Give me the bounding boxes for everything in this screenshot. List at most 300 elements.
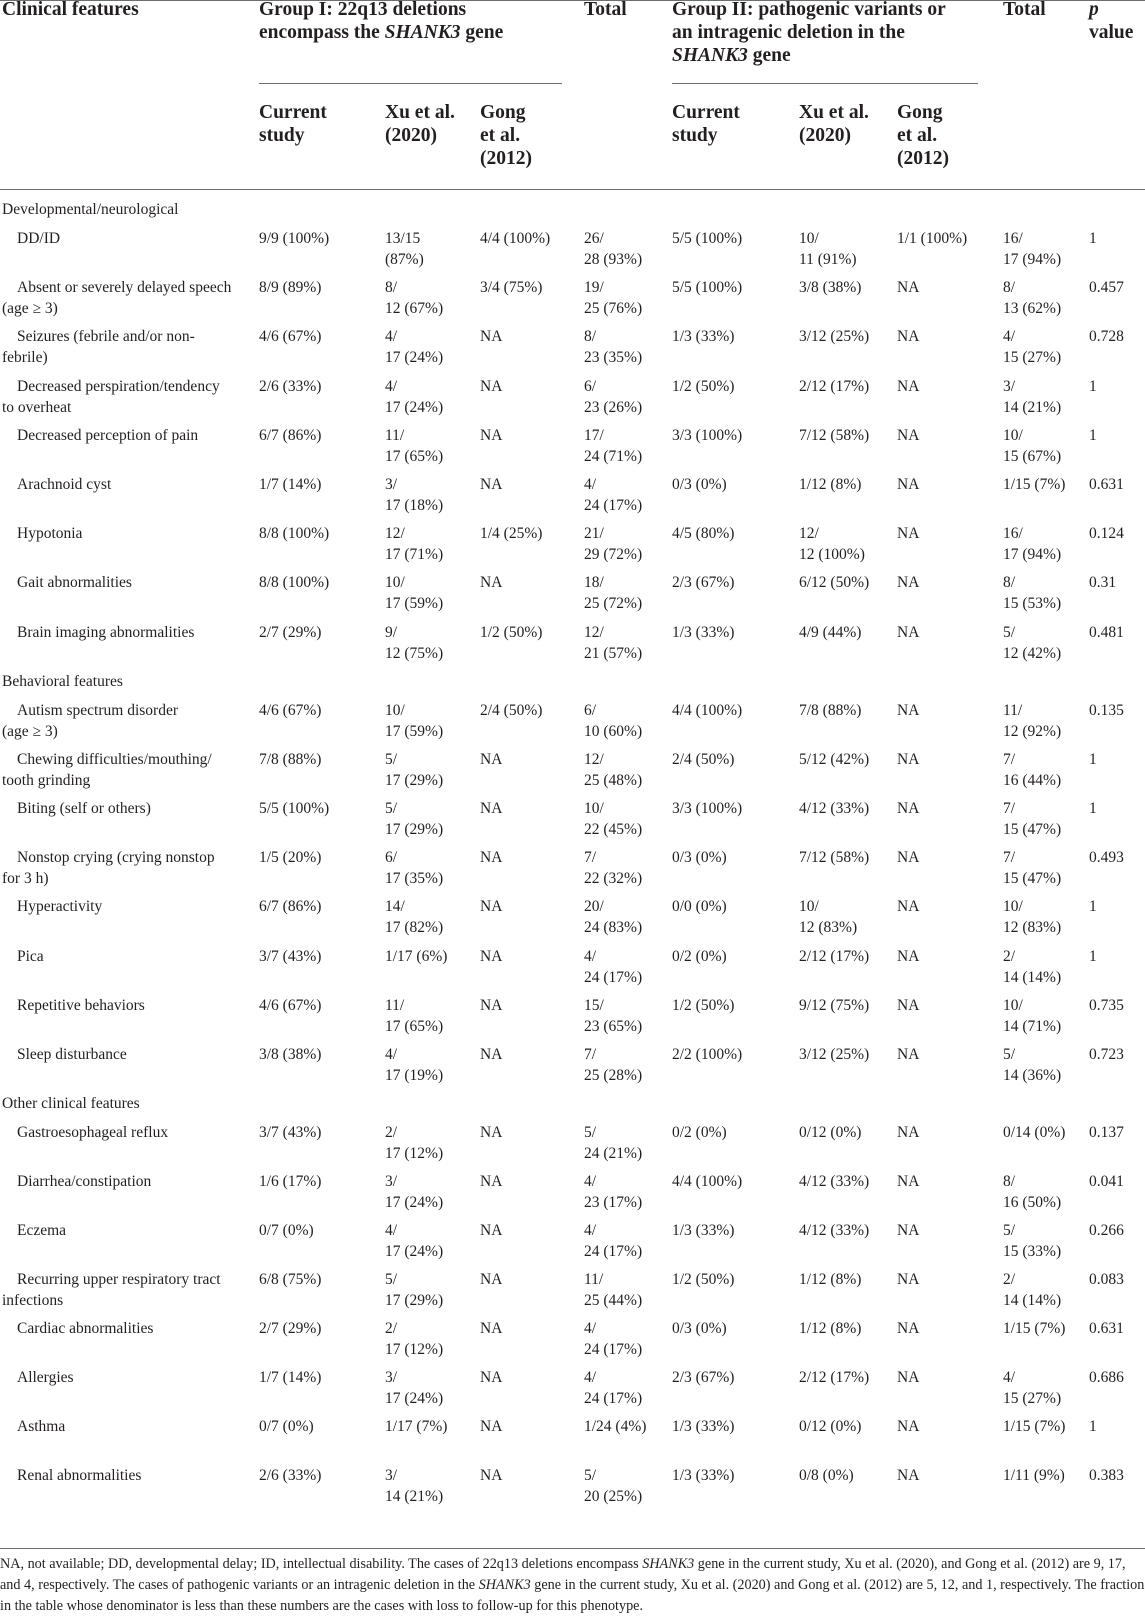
cell-line: Decreased perspiration/tendency	[17, 377, 220, 395]
cell-line: for 3 h)	[2, 870, 49, 888]
cell-feature	[17, 1416, 245, 1437]
cell-line: 25 (28%)	[584, 1066, 643, 1084]
cell-line: NA	[897, 426, 920, 444]
cell-p	[1089, 622, 1145, 643]
cell-line: 1/2 (50%)	[480, 623, 543, 641]
sub-xu-1-a: Xu et al.	[385, 102, 455, 123]
cell-line: 1/3 (33%)	[672, 328, 735, 346]
cell-tot2	[1003, 1367, 1083, 1409]
cell-line: 3/	[385, 1173, 398, 1190]
cell-p	[1089, 847, 1145, 868]
cell-tot2	[1003, 474, 1083, 495]
sub-gong-2-b: et al.	[897, 125, 938, 146]
cell-line: 4/	[1003, 1369, 1016, 1386]
cell-line: 0/2 (0%)	[672, 947, 727, 965]
cell-line: 1/17 (7%)	[385, 1418, 448, 1435]
cell-line: 0.481	[1089, 623, 1124, 641]
cell-line: 6/	[584, 702, 597, 719]
cell-tot1	[584, 1318, 664, 1360]
sub-gong-2-a: Gong	[897, 102, 943, 123]
cell-line: 17 (19%)	[385, 1066, 444, 1084]
cell-line: 1/15 (7%)	[1003, 1418, 1066, 1435]
cell-line: 3/7 (43%)	[259, 947, 322, 965]
cell-gong2	[897, 622, 987, 643]
cell-line: 14/	[385, 898, 405, 916]
cell-line: 0/3 (0%)	[672, 1320, 727, 1337]
cell-feature	[17, 946, 245, 967]
cell-line: tooth grinding	[2, 772, 91, 790]
cell-line: NA	[897, 751, 920, 769]
cell-line: NA	[480, 1467, 503, 1484]
cell-xu1	[385, 523, 470, 565]
cell-tot2	[1003, 1269, 1083, 1311]
cell-gong1	[480, 1465, 570, 1486]
cell-gong1	[480, 277, 570, 298]
cell-line: 8/	[1003, 279, 1016, 297]
cell-line: 2/3 (67%)	[672, 1369, 735, 1386]
cell-xu2	[799, 700, 889, 721]
cell-line: (age ≥ 3)	[2, 300, 58, 318]
cell-tot1	[584, 700, 664, 742]
cell-line: 2/	[1003, 947, 1016, 965]
cell-line: Eczema	[17, 1222, 67, 1239]
cell-line: 12 (100%)	[799, 546, 865, 564]
cell-xu1	[385, 1044, 470, 1086]
cell-p	[1089, 326, 1145, 347]
cell-line: 2/7 (29%)	[259, 1320, 322, 1337]
cell-line: NA	[480, 426, 503, 444]
cell-line: 7/	[584, 849, 597, 867]
cell-tot2	[1003, 995, 1083, 1037]
cell-line: 17 (18%)	[385, 497, 444, 514]
cell-line: 5/	[1003, 623, 1016, 641]
cell-line: 25 (44%)	[584, 1292, 643, 1309]
cell-cur2	[672, 1465, 782, 1486]
cell-line: 0.083	[1089, 1271, 1124, 1288]
cell-line: 6/12 (50%)	[799, 574, 870, 592]
cell-line: 0.31	[1089, 574, 1117, 592]
cell-line: Recurring upper respiratory tract	[17, 1271, 221, 1288]
cell-gong1	[480, 1220, 570, 1241]
cell-cur1	[259, 1044, 369, 1065]
cell-xu2	[799, 1416, 889, 1437]
cell-xu1	[385, 847, 470, 889]
cell-line: 1/2 (50%)	[672, 1271, 735, 1288]
header-p-italic: p	[1089, 0, 1099, 20]
cell-feature	[2, 326, 245, 368]
cell-cur2	[672, 1171, 782, 1192]
sub-gong-2	[897, 101, 949, 170]
cell-line: 10/	[385, 702, 405, 719]
cell-tot2	[1003, 946, 1083, 988]
cell-xu1	[385, 1171, 470, 1213]
cell-tot2	[1003, 523, 1083, 565]
cell-line: Diarrhea/constipation	[17, 1173, 152, 1190]
cell-tot2	[1003, 326, 1083, 368]
footnote-top-rule	[0, 1548, 1145, 1549]
cell-line: Hypotonia	[17, 525, 83, 543]
cell-cur1	[259, 798, 369, 819]
cell-line: 4/	[385, 377, 398, 395]
cell-feature	[17, 896, 245, 917]
cell-xu2	[799, 326, 889, 347]
cell-tot1	[584, 1044, 664, 1086]
cell-cur1	[259, 1318, 369, 1339]
sub-gong-1-c: (2012)	[480, 148, 532, 169]
cell-xu2	[799, 1318, 889, 1339]
sub-current-2-a: Current	[672, 102, 740, 123]
cell-p	[1089, 1465, 1145, 1486]
cell-line: 0/0 (0%)	[672, 898, 727, 916]
cell-line: 0/12 (0%)	[799, 1124, 862, 1141]
cell-line: 24 (17%)	[584, 968, 643, 986]
cell-tot1	[584, 847, 664, 889]
cell-line: 13/15	[385, 230, 421, 247]
cell-cur1	[259, 572, 369, 593]
cell-p	[1089, 1220, 1145, 1241]
cell-line: NA	[897, 1045, 920, 1063]
cell-tot2	[1003, 1171, 1083, 1213]
cell-gong1	[480, 1044, 570, 1065]
cell-p	[1089, 228, 1145, 249]
cell-cur1	[259, 1122, 369, 1143]
cell-line: 5/12 (42%)	[799, 751, 870, 769]
header-group1-title	[259, 0, 559, 44]
sub-current-2	[672, 101, 740, 147]
cell-xu2	[799, 946, 889, 967]
cell-line: 16/	[1003, 525, 1023, 543]
cell-line: NA	[480, 1271, 503, 1288]
cell-cur2	[672, 523, 782, 544]
cell-line: NA	[897, 898, 920, 916]
cell-line: 1/1 (100%)	[897, 230, 968, 247]
cell-line: 2/12 (17%)	[799, 947, 870, 965]
cell-line: Repetitive behaviors	[17, 996, 145, 1014]
cell-line: 12/	[799, 525, 819, 543]
cell-tot2	[1003, 896, 1083, 938]
cell-xu2	[799, 523, 889, 565]
cell-line: 17 (24%)	[385, 398, 444, 416]
cell-cur1	[259, 228, 369, 249]
cell-xu2	[799, 228, 889, 270]
cell-line: 10/	[385, 574, 405, 592]
cell-line: 4/6 (67%)	[259, 996, 322, 1014]
cell-line: 7/	[1003, 849, 1016, 867]
cell-cur1	[259, 896, 369, 917]
cell-line: 1/12 (8%)	[799, 1320, 862, 1337]
cell-line: 24 (17%)	[584, 1341, 643, 1358]
cell-line: 3/3 (100%)	[672, 800, 743, 818]
cell-line: 17 (29%)	[385, 1292, 444, 1309]
cell-cur2	[672, 798, 782, 819]
cell-xu1	[385, 1269, 470, 1311]
cell-line: 6/7 (86%)	[259, 898, 322, 916]
cell-line: 1/7 (14%)	[259, 1369, 322, 1386]
cell-line: 12 (92%)	[1003, 723, 1062, 740]
cell-line: NA	[897, 1467, 920, 1484]
cell-line: 14 (71%)	[1003, 1017, 1062, 1035]
cell-cur2	[672, 622, 782, 643]
cell-gong2	[897, 425, 987, 446]
cell-p	[1089, 1122, 1145, 1143]
cell-line: 15 (47%)	[1003, 821, 1062, 839]
cell-line: 4/6 (67%)	[259, 702, 322, 719]
cell-line: Decreased perception of pain	[17, 426, 199, 444]
cell-line: 0.631	[1089, 1320, 1124, 1337]
cell-line: 2/6 (33%)	[259, 377, 322, 395]
cell-line: 10/	[799, 898, 819, 916]
cell-line: 17 (65%)	[385, 447, 444, 465]
cell-cur1	[259, 1220, 369, 1241]
cell-line: 9/9 (100%)	[259, 230, 330, 247]
cell-line: 24 (21%)	[584, 1145, 643, 1162]
cell-line: infections	[2, 1292, 64, 1309]
cell-line: 0/3 (0%)	[672, 476, 727, 493]
cell-xu2	[799, 1269, 889, 1290]
cell-cur2	[672, 700, 782, 721]
cell-line: 1	[1089, 947, 1097, 965]
cell-gong1	[480, 1269, 570, 1290]
cell-tot1	[584, 326, 664, 368]
cell-feature	[17, 1122, 245, 1143]
cell-cur2	[672, 1416, 782, 1437]
header-value-word: value	[1089, 22, 1134, 43]
cell-gong2	[897, 1269, 987, 1290]
cell-line: NA	[897, 702, 920, 719]
cell-line: 5/	[1003, 1222, 1016, 1239]
cell-line: 4/12 (33%)	[799, 1173, 870, 1190]
cell-gong2	[897, 1220, 987, 1241]
cell-line: 1/3 (33%)	[672, 1467, 735, 1484]
cell-gong2	[897, 1044, 987, 1065]
cell-gong2	[897, 523, 987, 544]
cell-tot1	[584, 1171, 664, 1213]
cell-feature	[17, 1367, 245, 1388]
cell-tot2	[1003, 1465, 1083, 1486]
cell-p	[1089, 700, 1145, 721]
cell-gong2	[897, 1416, 987, 1437]
cell-line: 2/4 (50%)	[480, 702, 543, 719]
cell-tot2	[1003, 228, 1083, 270]
sub-gong-1	[480, 101, 532, 170]
cell-line: NA	[897, 1271, 920, 1288]
cell-line: NA	[897, 1222, 920, 1239]
cell-line: 1/5 (20%)	[259, 849, 322, 867]
cell-cur2	[672, 896, 782, 917]
cell-line: 0.686	[1089, 1369, 1124, 1386]
cell-line: 8/8 (100%)	[259, 525, 330, 543]
cell-cur2	[672, 228, 782, 249]
cell-cur1	[259, 326, 369, 347]
cell-xu1	[385, 995, 470, 1037]
cell-line: NA	[480, 1173, 503, 1190]
cell-tot2	[1003, 700, 1083, 742]
cell-line: (87%)	[385, 251, 424, 268]
cell-xu2	[799, 1465, 889, 1486]
cell-cur1	[259, 995, 369, 1016]
cell-line: 20/	[584, 898, 604, 916]
cell-line: 12/	[584, 751, 604, 769]
cell-xu1	[385, 572, 470, 614]
cell-xu1	[385, 425, 470, 467]
cell-xu2	[799, 1171, 889, 1192]
cell-line: NA	[480, 996, 503, 1014]
cell-gong1	[480, 228, 570, 249]
cell-line: 11/	[385, 996, 405, 1014]
cell-cur2	[672, 749, 782, 770]
cell-cur1	[259, 1465, 369, 1486]
cell-line: 14 (14%)	[1003, 1292, 1062, 1309]
header-group1-line2-c: gene	[465, 22, 504, 43]
cell-cur1	[259, 1416, 369, 1437]
cell-line: 4/	[584, 1173, 597, 1190]
cell-line: 17 (35%)	[385, 870, 444, 888]
cell-p	[1089, 1318, 1145, 1339]
cell-line: 14 (21%)	[1003, 398, 1062, 416]
cell-line: 1	[1089, 898, 1097, 916]
cell-p	[1089, 523, 1145, 544]
cell-xu1	[385, 622, 470, 664]
cell-line: 12/	[584, 623, 604, 641]
cell-feature	[17, 523, 245, 544]
cell-line: 29 (72%)	[584, 546, 643, 564]
table-footnote	[0, 1554, 1145, 1617]
cell-line: NA	[897, 1369, 920, 1386]
cell-line: 4/	[1003, 328, 1016, 346]
cell-line: 3/7 (43%)	[259, 1124, 322, 1141]
cell-line: 17 (59%)	[385, 595, 444, 613]
cell-line: 4/	[385, 328, 398, 346]
cell-tot2	[1003, 1044, 1083, 1086]
cell-line: 19/	[584, 279, 604, 297]
cell-line: NA	[480, 377, 503, 395]
footnote-gene2: SHANK3	[478, 1577, 531, 1593]
cell-line: 1/4 (25%)	[480, 525, 543, 543]
cell-line: Hyperactivity	[17, 898, 103, 916]
cell-line: 17 (94%)	[1003, 251, 1062, 268]
cell-xu1	[385, 798, 470, 840]
cell-gong2	[897, 277, 987, 298]
footnote-part1: NA, not available; DD, developmental delay; ID, intellectual disability. The cases of 22q13 deletions encompass	[0, 1556, 643, 1572]
cell-feature	[2, 700, 245, 742]
cell-line: 2/4 (50%)	[672, 751, 735, 769]
cell-xu1	[385, 474, 470, 516]
cell-p	[1089, 474, 1145, 495]
cell-xu2	[799, 896, 889, 938]
cell-line: 1	[1089, 377, 1097, 395]
cell-line: 3/12 (25%)	[799, 328, 870, 346]
cell-tot1	[584, 749, 664, 791]
cell-line: 6/	[385, 849, 398, 867]
cell-gong1	[480, 749, 570, 770]
cell-tot1	[584, 1122, 664, 1164]
cell-line: NA	[480, 751, 503, 769]
cell-line: NA	[897, 1124, 920, 1141]
cell-line: 4/12 (33%)	[799, 800, 870, 818]
cell-line: 17 (94%)	[1003, 546, 1062, 564]
cell-xu2	[799, 995, 889, 1016]
cell-tot1	[584, 798, 664, 840]
cell-line: 13 (62%)	[1003, 300, 1062, 318]
cell-line: 15 (53%)	[1003, 595, 1062, 613]
cell-cur2	[672, 995, 782, 1016]
cell-line: 9/	[385, 623, 398, 641]
cell-line: 17 (24%)	[385, 1390, 444, 1407]
cell-cur1	[259, 946, 369, 967]
cell-feature	[17, 572, 245, 593]
cell-xu1	[385, 376, 470, 418]
cell-tot2	[1003, 749, 1083, 791]
cell-xu1	[385, 1416, 470, 1437]
cell-line: 17 (24%)	[385, 349, 444, 367]
cell-line: 21 (57%)	[584, 644, 643, 662]
cell-line: 2/	[385, 1320, 398, 1337]
cell-line: 2/6 (33%)	[259, 1467, 322, 1484]
header-total-1: Total	[584, 0, 627, 20]
cell-cur1	[259, 523, 369, 544]
cell-feature	[2, 277, 245, 319]
cell-line: 2/7 (29%)	[259, 623, 322, 641]
cell-line: 4/5 (80%)	[672, 525, 735, 543]
cell-line: 4/6 (67%)	[259, 328, 322, 346]
cell-line: 1/11 (9%)	[1003, 1467, 1065, 1484]
cell-xu1	[385, 1367, 470, 1409]
cell-line: Allergies	[17, 1369, 74, 1386]
cell-gong1	[480, 326, 570, 347]
cell-tot2	[1003, 1220, 1083, 1262]
cell-gong1	[480, 622, 570, 643]
cell-gong1	[480, 995, 570, 1016]
cell-tot1	[584, 277, 664, 319]
cell-line: Pica	[17, 947, 44, 965]
cell-cur2	[672, 1220, 782, 1241]
cell-line: 2/	[385, 1124, 398, 1141]
cell-line: 14 (21%)	[385, 1488, 444, 1505]
cell-gong2	[897, 1367, 987, 1388]
cell-line: NA	[480, 1418, 503, 1435]
cell-line: 1/3 (33%)	[672, 1418, 735, 1435]
cell-line: 2/2 (100%)	[672, 1045, 743, 1063]
cell-line: NA	[897, 1320, 920, 1337]
cell-gong2	[897, 1171, 987, 1192]
cell-line: 2/	[1003, 1271, 1016, 1288]
cell-line: 16/	[1003, 230, 1023, 247]
cell-line: 1	[1089, 800, 1097, 818]
cell-line: 10/	[1003, 426, 1023, 444]
cell-line: 1/2 (50%)	[672, 996, 735, 1014]
cell-line: NA	[480, 947, 503, 965]
cell-line: 12 (42%)	[1003, 644, 1062, 662]
cell-line: 3/3 (100%)	[672, 426, 743, 444]
cell-line: Seizures (febrile and/or non-	[17, 328, 195, 346]
cell-gong1	[480, 847, 570, 868]
cell-line: Absent or severely delayed speech	[17, 279, 232, 297]
cell-line: 7/	[1003, 800, 1016, 818]
header-group2-line2: an intragenic deletion in the	[672, 22, 905, 43]
cell-cur1	[259, 277, 369, 298]
cell-cur1	[259, 622, 369, 643]
header-bottom-rule	[0, 189, 1145, 190]
cell-feature	[2, 376, 245, 418]
cell-p	[1089, 1044, 1145, 1065]
cell-tot1	[584, 523, 664, 565]
cell-line: 17 (12%)	[385, 1341, 444, 1358]
cell-gong2	[897, 1122, 987, 1143]
cell-gong1	[480, 572, 570, 593]
cell-line: 10/	[584, 800, 604, 818]
cell-line: 0/12 (0%)	[799, 1418, 862, 1435]
cell-cur2	[672, 1269, 782, 1290]
